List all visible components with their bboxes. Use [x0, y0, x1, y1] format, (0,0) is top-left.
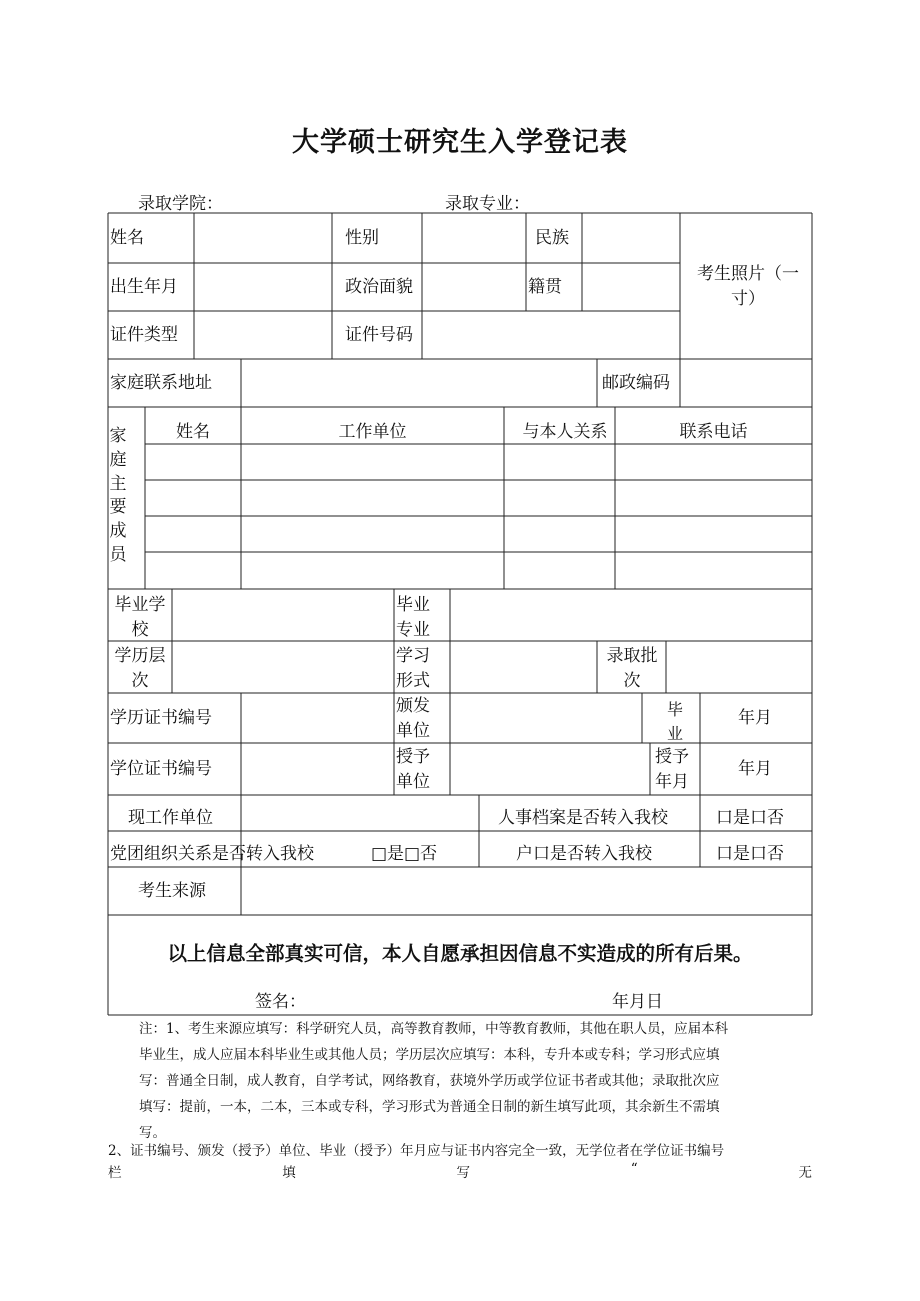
name-label: 姓名	[110, 228, 144, 248]
study-form-label: 学习形式	[396, 646, 430, 691]
postcode-label: 邮政编码	[602, 373, 670, 393]
id-number-label: 证件号码	[345, 325, 413, 345]
grad-year-month-label: 年月	[738, 708, 772, 728]
note-2-spread-line	[108, 1161, 812, 1181]
address-label: 家庭联系地址	[110, 373, 212, 393]
note-2-char-1: 栏	[108, 1165, 122, 1181]
family-header-phone: 联系电话	[679, 422, 748, 442]
note-2-char-5: 无	[798, 1165, 812, 1181]
admit-batch-label: 录取批次	[606, 646, 658, 691]
student-source-label: 考生来源	[138, 881, 206, 901]
note-2-char-2: 填	[282, 1165, 296, 1181]
grant-year-month-value-label: 年月	[738, 759, 772, 779]
grant-year-month-label: 授予年月	[655, 747, 689, 792]
degree-cert-no-label: 学位证书编号	[110, 759, 212, 779]
edu-cert-no-label: 学历证书编号	[110, 708, 212, 728]
note-1-line-3: 写：普通全日制，成人教育，自学考试，网络教育，获境外学历或学位证书者或其他；录取批次应	[139, 1073, 720, 1089]
note-2-char-4: “	[630, 1161, 638, 1177]
declaration-statement: 以上信息全部真实可信，本人自愿承担因信息不实造成的所有后果。	[167, 942, 753, 965]
note-2-line-1: 2、证书编号、颁发（授予）单位、毕业（授予）年月应与证书内容完全一致，无学位者在学位证书编号	[108, 1143, 725, 1159]
admit-major-label: 录取专业：	[445, 194, 530, 214]
birth-label: 出生年月	[110, 277, 178, 297]
party-transfer-label: 党团组织关系是否转入我校	[110, 844, 314, 864]
note-1-line-5: 写。	[139, 1125, 166, 1141]
family-header-work: 工作单位	[338, 422, 407, 442]
archive-yes-no-checkbox[interactable]: 口是口否	[716, 808, 784, 828]
current-work-unit-label: 现工作单位	[128, 808, 213, 828]
photo-placeholder: 考生照片（一寸）	[697, 264, 799, 309]
issue-unit-label: 颁发单位	[396, 696, 430, 741]
party-yes-no-checkbox[interactable]: □是□否	[371, 844, 438, 864]
hukou-yes-no-checkbox[interactable]: 口是口否	[716, 844, 784, 864]
grant-unit-label: 授予单位	[396, 747, 430, 792]
admit-college-label: 录取学院：	[138, 194, 223, 214]
graduation-label: 毕业	[666, 700, 683, 743]
gender-label: 性别	[345, 228, 379, 248]
archive-transfer-label: 人事档案是否转入我校	[498, 808, 668, 828]
native-place-label: 籍贯	[528, 277, 562, 297]
family-members-side-label: 家庭主要成员	[109, 426, 127, 565]
family-header-relation: 与本人关系	[522, 422, 608, 442]
page-title: 大学硕士研究生入学登记表	[292, 127, 628, 158]
signature-label: 签名：	[255, 992, 306, 1012]
hukou-transfer-label: 户口是否转入我校	[516, 844, 652, 864]
political-label: 政治面貌	[345, 277, 413, 297]
ethnicity-label: 民族	[535, 228, 569, 248]
edu-level-label: 学历层次	[114, 646, 166, 691]
note-1-line-4: 填写：提前，一本，二本，三本或专科，学习形式为普通全日制的新生填写此项，其余新生不需填	[139, 1099, 720, 1115]
date-label: 年月日	[612, 992, 663, 1012]
note-1-line-2: 毕业生，成人应届本科毕业生或其他人员；学历层次应填写：本科，专升本或专科；学习形式应填	[139, 1047, 720, 1063]
grad-major-label: 毕业专业	[396, 595, 430, 640]
note-1-line-1: 注：1、考生来源应填写：科学研究人员，高等教育教师，中等教育教师，其他在职人员，应届本科	[139, 1021, 729, 1037]
family-header-name: 姓名	[176, 422, 210, 442]
id-type-label: 证件类型	[110, 325, 178, 345]
grad-school-label: 毕业学校	[114, 595, 166, 640]
note-2-char-3: 写	[456, 1165, 471, 1181]
